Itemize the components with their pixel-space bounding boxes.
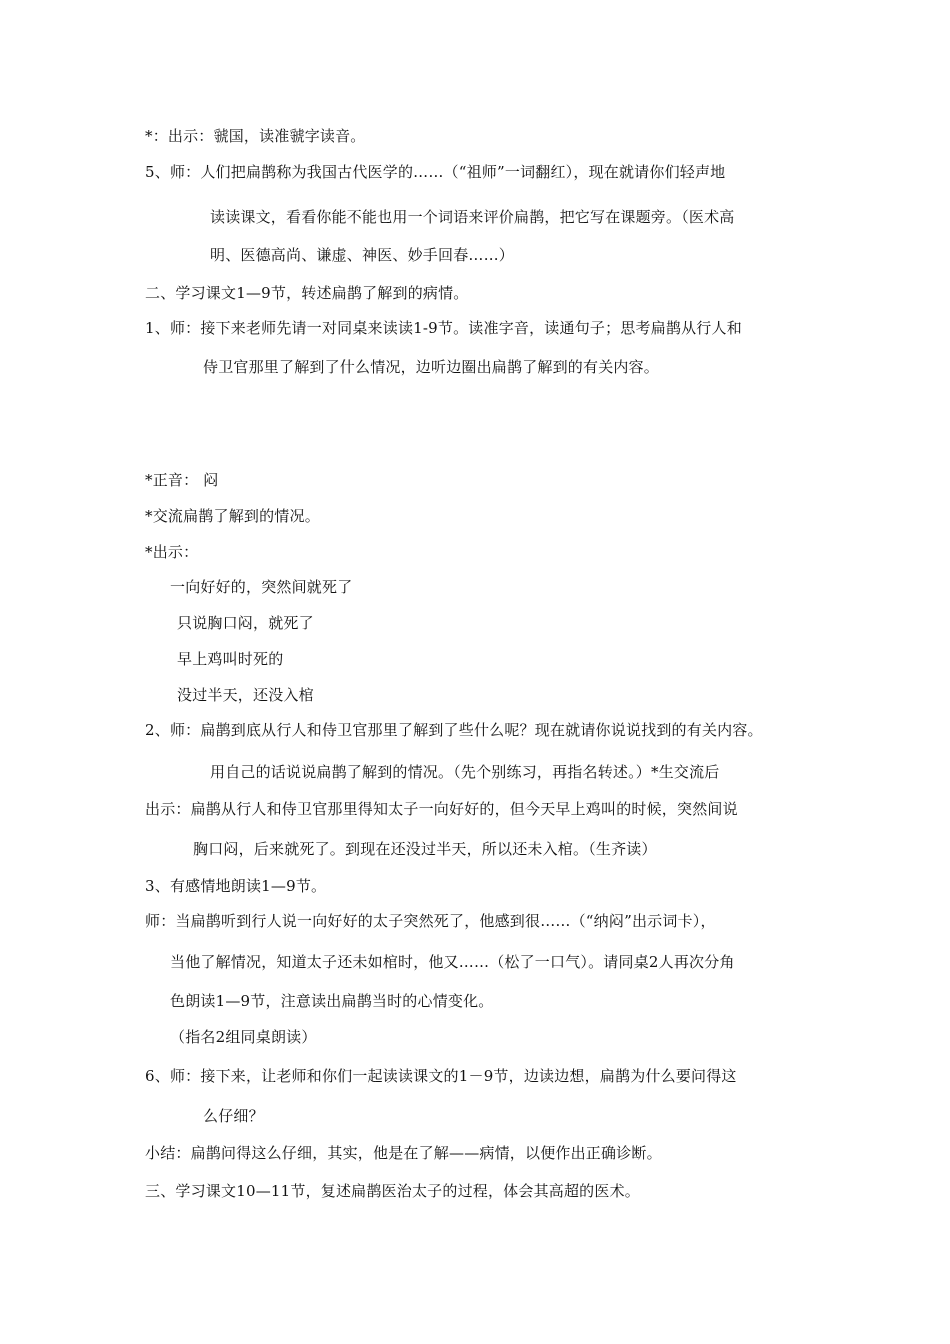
text-line: 3、有感情地朗读1—9节。 bbox=[145, 877, 327, 895]
text-line: 明、医德高尚、谦虚、神医、妙手回春……） bbox=[210, 246, 515, 264]
text-line: 侍卫官那里了解到了什么情况，边听边圈出扁鹊了解到的有关内容。 bbox=[203, 358, 660, 376]
quote-line: 没过半天，还没入棺 bbox=[177, 686, 314, 704]
text-line: *：出示：虢国，读准虢字读音。 bbox=[145, 127, 366, 145]
text-line: 当他了解情况，知道太子还未如棺时，他又……（松了一口气）。请同桌2人再次分角 bbox=[170, 953, 735, 971]
text-line: *出示： bbox=[145, 543, 199, 561]
text-line: 小结：扁鹊问得这么仔细，其实，他是在了解——病情，以便作出正确诊断。 bbox=[145, 1144, 662, 1162]
text-line: 么仔细？ bbox=[203, 1107, 264, 1125]
text-line: 读读课文，看看你能不能也用一个词语来评价扁鹊，把它写在课题旁。（医术高 bbox=[210, 208, 735, 226]
text-line: *交流扁鹊了解到的情况。 bbox=[145, 507, 320, 525]
text-line: 5、师：人们把扁鹊称为我国古代医学的……（“祖师”一词翻红），现在就请你们轻声地 bbox=[145, 163, 726, 181]
text-line: *正音： 闷 bbox=[145, 471, 219, 489]
text-line: 色朗读1—9节，注意读出扁鹊当时的心情变化。 bbox=[170, 992, 494, 1010]
quote-line: 只说胸口闷，就死了 bbox=[177, 614, 314, 632]
text-line: 师：当扁鹊听到行人说一向好好的太子突然死了，他感到很……（“纳闷”出示词卡）， bbox=[145, 912, 716, 930]
text-line: 用自己的话说说扁鹊了解到的情况。（先个别练习，再指名转述。）*生交流后 bbox=[210, 763, 720, 781]
text-line: 胸口闷，后来就死了。到现在还没过半天，所以还未入棺。（生齐读） bbox=[193, 840, 657, 858]
quote-line: 早上鸡叫时死的 bbox=[177, 650, 284, 668]
section-heading: 三、学习课文10—11节，复述扁鹊医治太子的过程，体会其高超的医术。 bbox=[145, 1182, 640, 1200]
text-line: 2、师：扁鹊到底从行人和侍卫官那里了解到了些什么呢？现在就请你说说找到的有关内容。 bbox=[145, 721, 763, 739]
text-line: 出示：扁鹊从行人和侍卫官那里得知太子一向好好的，但今天早上鸡叫的时候，突然间说 bbox=[145, 800, 738, 818]
text-line: 6、师：接下来，让老师和你们一起读读课文的1－9节，边读边想，扁鹊为什么要问得这 bbox=[145, 1067, 737, 1085]
text-line: 1、师：接下来老师先请一对同桌来读读1-9节。读准字音，读通句子；思考扁鹊从行人和 bbox=[145, 319, 742, 337]
text-line: （指名2组同桌朗读） bbox=[170, 1028, 317, 1046]
quote-line: 一向好好的，突然间就死了 bbox=[170, 578, 353, 596]
section-heading: 二、学习课文1—9节，转述扁鹊了解到的病情。 bbox=[145, 284, 469, 302]
